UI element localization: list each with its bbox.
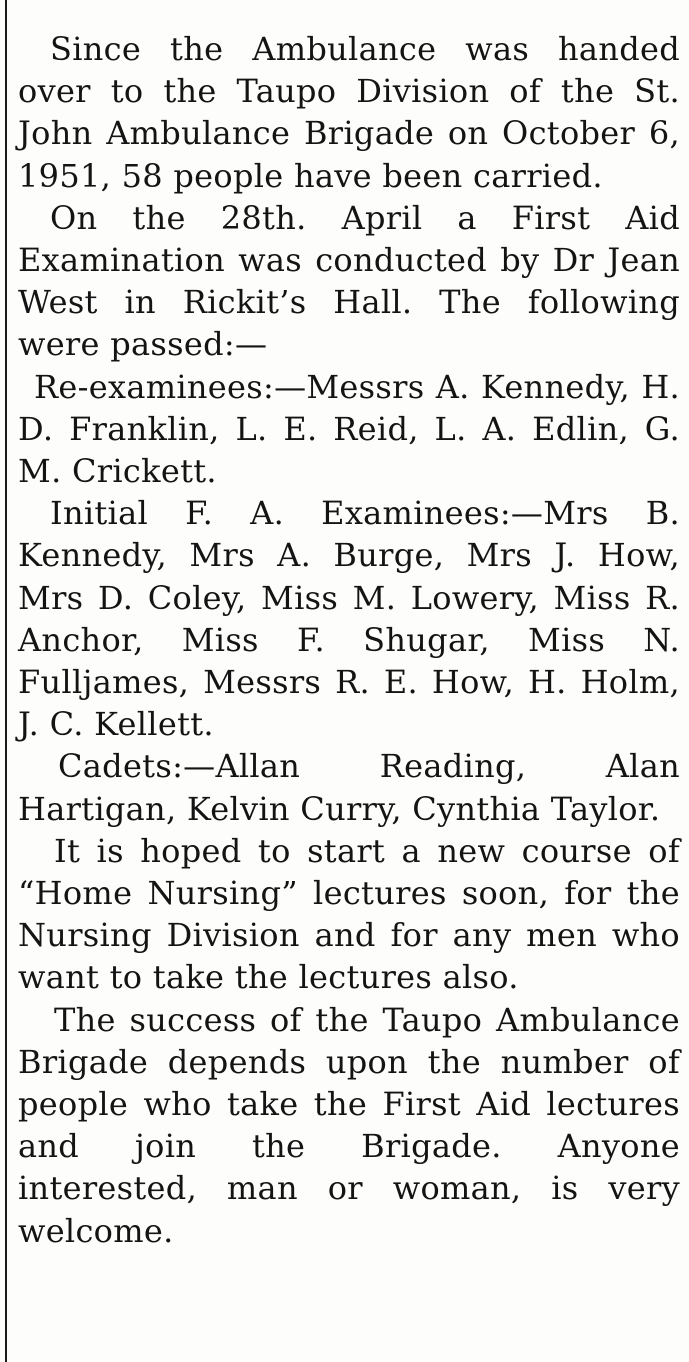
- article-body: [18, 28, 680, 1252]
- paragraph-re-examinees: Re-examinees:—Messrs A. Kennedy, H. D. Franklin, L. E. Reid, L. A. Edlin, G. M. Crickett.: [18, 367, 680, 491]
- paragraph-initial-examinees: Initial F. A. Examinees:—Mrs B. Kennedy, Mrs A. Burge, Mrs J. How, Mrs D. Coley, Miss M. Lowery, Miss R. Anchor, Miss F. Shugar, Miss N. Fulljames, Messrs R. E. How, H. Holm, J. C. Kellett.: [18, 494, 680, 744]
- column-rule: [5, 0, 7, 1362]
- paragraph-brigade-success: The success of the Taupo Ambulance Brigade depends upon the number of people who take the First Aid lectures and join the Brigade. Anyone interested, man or woman, is very welcome.: [18, 1000, 680, 1250]
- paragraph-home-nursing: It is hoped to start a new course of “Home Nursing” lectures soon, for the Nursing Division and for any men who want to take the lectures also.: [18, 831, 680, 997]
- paragraph-cadets: Cadets:—Allan Reading, Alan Hartigan, Kelvin Curry, Cynthia Taylor.: [18, 747, 680, 828]
- paragraph-ambulance-handover: Since the Ambulance was handed over to the Taupo Division of the St. John Ambulance Brigade on October 6, 1951, 58 people have been carried.: [18, 30, 680, 195]
- paragraph-first-aid-exam: On the 28th. April a First Aid Examination was conducted by Dr Jean West in Rickit’s Hall. The following were passed:—: [18, 198, 680, 364]
